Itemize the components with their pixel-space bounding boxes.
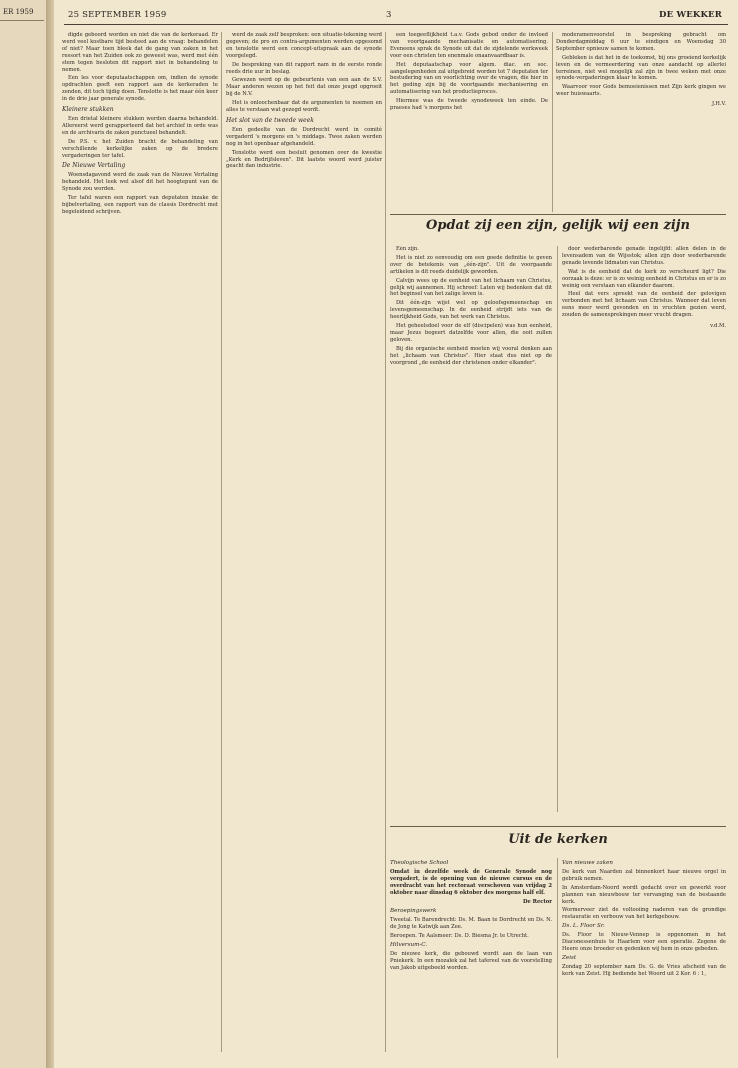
col1-subheading: De Nieuwe Vertaling <box>62 162 126 170</box>
article-paragraph: door wederbarende genade ingelijfd: allen delen in de levensadem van de Wijsstok; allen zijn door wederbarende genade levende lidmaten van Christus. <box>562 246 726 266</box>
kerken-top-rule <box>390 826 726 827</box>
kerken-announcement: Omdat in dezelfde week de Generale Synode nog vergadert, is de opening van de nieuwe cursus en de overdracht van het rectoraat verschoven van vrijdag 2 oktober naar dinsdag 6 oktober des morgens half elf. <box>390 868 552 896</box>
col1-subheading: Kleinere stukken <box>62 106 114 114</box>
kerken-subheading: Theologische School <box>390 860 449 866</box>
article-paragraph: Bij die organische eenheid moeten wij vooral denken aan het „lichaam van Christus". Hier staat dus niet op de voorgrond „de eenheid der christenen onder elkander". <box>390 345 552 366</box>
header-date: 25 SEPTEMBER 1959 <box>68 10 167 20</box>
kerken-title: Uit de kerken <box>508 832 608 847</box>
col4-paragraph: Waarvoor voor Gods bemoeienissen met Zijn kerk gingen we weer huiswaarts. <box>556 84 726 98</box>
kerken-subheading: Zeist <box>562 954 577 961</box>
previous-page-rule <box>0 20 44 21</box>
col2-paragraph: De bespreking van dit rapport nam in de eerste ronde reeds drie uur in beslag. <box>226 61 382 75</box>
column-2 <box>226 32 382 1052</box>
col2-paragraph: werd de zaak zelf besproken: een situatie-tekening werd gegeven; de pro en contra-argumenten werden opgesomd en tenslotte werd een concept-uitspraak aan de synode voorgelegd. <box>226 32 382 59</box>
newspaper-page <box>54 0 738 1068</box>
page-gutter <box>46 0 54 1068</box>
kerken-column-1 <box>390 858 552 1058</box>
col4-signature: J.H.V. <box>712 101 726 108</box>
col2-paragraph: Het is onloochenbaar dat de argumenten te noemen en alles te verstaan wat gezegd wordt. <box>226 100 382 114</box>
article-signature: v.d.M. <box>710 323 726 330</box>
article-paragraph: Calvijn wees op de eenheid van het lichaam van Christus, gelijk wij aannemen. Hij schreef: Laten wij bedenken dat dit het beginsel van het zalige leven is. <box>390 277 552 298</box>
article-title: Opdat zij een zijn, gelijk wij een zijn <box>426 218 690 233</box>
column-rule <box>221 32 222 1052</box>
article-column-2 <box>562 246 726 812</box>
header-rule <box>64 24 728 25</box>
kerken-paragraph: De nieuwe kerk, die gebouwd wordt aan de laan van Pniekerk. In een mozaïek zal het tafereel van de voorstelling van Jakob uitgebeeld worden. <box>390 950 552 971</box>
col3-paragraph: Het deputaatschap voor algem. diac. en soc. aangelegenheden zal uitgebreid worden tot 7 deputaten ter bestudering van en voorlichting over de vragen, die hier in het geding zijn bij de voortgaande mechanisering en automatisering van het productieproces. <box>390 61 548 96</box>
col1-paragraph: Een les voor deputaatschappen om, indien de synode opdrachten geeft een rapport aan de kerkeraden te zenden, dit toch tijdig doen. Tenslotte is het maar één keer in de drie jaar generale synode. <box>62 75 218 103</box>
header-paper-name: DE WEKKER <box>659 10 722 20</box>
col1-paragraph: digde geboord worden en niet die van de kerkeraad. Er werd veel kostbare tijd besteed aan de vraag: behandelen of niet? Maar toen bleek dat de gang van zaken in het ressort van het Zuiden ook zo geweest was, werd met één stem tegen besloten dit rapport niet in behandeling te nemen. <box>62 32 218 73</box>
article-paragraph: Het geheelsdoel voor de elf (discipelen) was hun eenheid, maar Jezus begeert datzelfde voor allen, die ooit zullen geloven. <box>390 323 552 343</box>
previous-page-strip <box>0 0 47 1068</box>
article-paragraph: Heel dat vers spreekt van de eenheid der gelovigen verbonden met het lichaam van Christus. Wanneer dat leven eens meer werd gevonden en in vruchten gezien werd, zouden de samensprekingen meer vrucht dragen. <box>562 291 726 319</box>
kerken-rector-signature: De Rector <box>523 898 552 905</box>
col4-paragraph: Gebleken is dat het in de toekomst, bij ons groeiend kerkelijk leven en de vermeerdering van onze aandacht op allerlei terreinen, niet wel mogelijk zal zijn in twee weken met onze synode-vergaderingen klaar te komen. <box>556 54 726 82</box>
col1-paragraph: Woensdagavond werd de zaak van de Nieuwe Vertaling behandeld. Het leek wel alsof dit het hoogtepunt van de Synode zou worden. <box>62 172 218 193</box>
col2-paragraph: Tenslotte werd een besluit genomen over de kwestie „Kerk en Bedrijfsleven". Dit laatste woord werd juister geacht dan industrie. <box>226 149 382 170</box>
column-rule <box>557 246 558 812</box>
article-paragraph: Eén zijn. <box>396 246 419 252</box>
col3-paragraph: een toegeeflijkheid t.a.v. Gods gebod onder de invloed van voortgaande mechanisatie en automatisering. Eveneens sprak de Synode uit dat de zijdelende werkweek voor een christen ten enenmale onaanvaardbaar is. <box>390 32 548 59</box>
page-header <box>64 10 728 24</box>
article-paragraph: Wat is de eenheid dat de kerk zo verscheurd ligt? Die oorzaak is deze: er is zo weinig eenheid in Christus en er is zo weinig een verstaan van elkander daarom. <box>562 268 726 289</box>
col2-subheading: Het slot van de tweede week <box>226 116 314 124</box>
kerken-paragraph: Zondag 20 september nam Ds. G. de Vries afscheid van de kerk van Zeist. Hij bediende het Woord uit 2 Kor. 6 : 1, <box>562 963 726 977</box>
kerken-subheading: Beroepingswerk <box>390 908 437 915</box>
col1-paragraph: Een drietal kleinere stukken werden daarna behandeld. Allereerst werd gerapporteerd dat het archief in orde was en de archivaris de zaken punctueel behandelt. <box>62 115 218 136</box>
column-rule <box>552 32 553 212</box>
kerken-column-2 <box>562 858 726 1058</box>
col3-paragraph: Hiermee was de tweede synodeweek ten einde. De praeses had 's morgens het <box>390 98 548 112</box>
kerken-paragraph: In Amsterdam-Noord wordt gedacht over en gewerkt voor plannen van nieuwbouw ter vervanging van de bestaande kerk. <box>562 884 726 905</box>
header-page-number: 3 <box>386 10 392 20</box>
kerken-subheading: Hilversum-C. <box>390 942 428 949</box>
kerken-paragraph: De kerk van Naarden zal binnenkort haar nieuwe orgel in gebruik nemen. <box>562 868 726 882</box>
article-paragraph: Het is niet zo eenvoudig om een goede definitie te geven over de betekenis van „één-zijn". Uit de voorgaande artikelen is dit reeds duidelijk geworden. <box>390 254 552 275</box>
article-top-rule <box>390 214 726 215</box>
col2-paragraph: Gewezen werd op de gebeurtenis van een aan de S.V. Maar anderen wezen op het feit dat onze jeugd opgroeit bij de N.V. <box>226 77 382 98</box>
col4-paragraph: moderamenvoorstel in bespreking gebracht om Donderdagmiddag 6 uur te eindigen en Woensdag 30 September opnieuw samen te komen. <box>556 32 726 52</box>
article-column-1 <box>390 246 552 812</box>
col1-paragraph: Ter tafel waren een rapport van deputaten inzake de bijbelvertaling, een rapport van de classis Dordrecht met begeleidend schrijven. <box>62 195 218 215</box>
kerken-subheading: Van nieuwe zaken <box>562 860 614 866</box>
kerken-paragraph: Wormerveer ziet de voltooiing naderen van de grondige restauratie en verbouw van het kerkgebouw. <box>562 907 726 921</box>
column-3 <box>390 32 548 212</box>
kerken-paragraph: Tweetal. Te Barendrecht: Ds. M. Baan te Dordrecht en Ds. N. de Jong te Katwijk aan Zee. <box>390 917 552 931</box>
article-paragraph: Dit één-zijn wijst wel op geloofsgemeenschap en levensgemeenschap. In de eenheid strijdt iets van de heerlijkheid Gods, van het werk van Christus. <box>390 300 552 321</box>
previous-page-header: ER 1959 <box>3 8 34 16</box>
column-rule <box>557 858 558 1058</box>
col1-paragraph: De P.S. v. het Zuiden bracht de behandeling van verschillende kerkelijke zaken op de bredere vergaderingen ter tafel. <box>62 138 218 159</box>
col2-paragraph: Een gedeelte van de Dordrecht werd in comité vergaderd 's morgens en 's middags. Twee zaken werden nog in het openbaar afgehandeld. <box>226 126 382 147</box>
kerken-subheading: Ds. L. Floor Sr. <box>562 923 605 930</box>
kerken-paragraph: Ds. Floor te Nieuw-Vennep is opgenomen in het Diaconessenhuis te Haarlem voor een operatie. Zegene de Heere onze broeder en gedenken wij hem in onze gebeden. <box>562 932 726 952</box>
column-4 <box>556 32 726 212</box>
column-rule <box>385 32 386 1052</box>
kerken-paragraph: Beroepen. Te Aalsmeer: Ds. D. Biesma Jr. te Utrecht. <box>390 933 529 940</box>
column-1 <box>62 32 218 1052</box>
